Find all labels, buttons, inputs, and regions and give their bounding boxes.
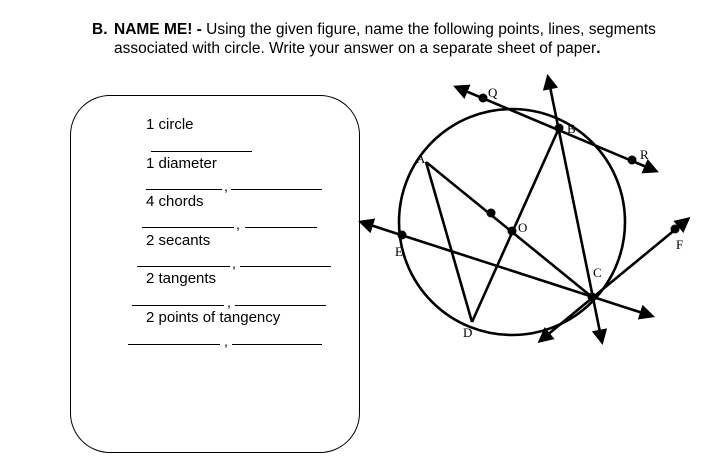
chord-db xyxy=(472,128,559,322)
item-secants-label: 2 secants xyxy=(146,232,211,249)
label-c: C xyxy=(593,265,602,280)
label-q: Q xyxy=(488,85,498,100)
point-c xyxy=(588,293,597,302)
label-o: O xyxy=(518,220,528,235)
point-f xyxy=(671,225,680,234)
point-e xyxy=(398,231,407,240)
comma: , xyxy=(227,294,231,310)
secant-line-bc xyxy=(548,77,602,342)
item-circle-label: 1 circle xyxy=(146,116,194,133)
point-o xyxy=(508,227,517,236)
label-e: E xyxy=(395,244,403,259)
section-letter: B. xyxy=(92,21,108,38)
item-points-of-tangency-label: 2 points of tangency xyxy=(146,309,281,326)
label-d: D xyxy=(463,325,473,340)
item-diameter-label: 1 diameter xyxy=(146,155,217,172)
point-midpoint xyxy=(487,209,496,218)
comma: , xyxy=(224,333,228,349)
comma: , xyxy=(236,216,240,232)
instructions-period: . xyxy=(596,40,601,57)
label-b: B xyxy=(567,121,576,136)
point-b xyxy=(555,124,564,133)
label-r: R xyxy=(640,147,649,162)
label-a: A xyxy=(416,151,426,166)
comma: , xyxy=(232,255,236,271)
section-title: NAME ME! - xyxy=(114,21,202,38)
tangent-line-cf xyxy=(540,219,688,341)
label-f: F xyxy=(676,237,684,252)
instructions: Using the given figure, name the following points, lines, segments associated with circle. Write your answer on a separate sheet of paper xyxy=(114,21,656,57)
point-q xyxy=(479,94,488,103)
item-tangents-label: 2 tangents xyxy=(146,270,217,287)
item-chords-label: 4 chords xyxy=(146,193,204,210)
chord-ad xyxy=(426,162,472,322)
point-r xyxy=(628,156,637,165)
comma: , xyxy=(224,178,228,194)
